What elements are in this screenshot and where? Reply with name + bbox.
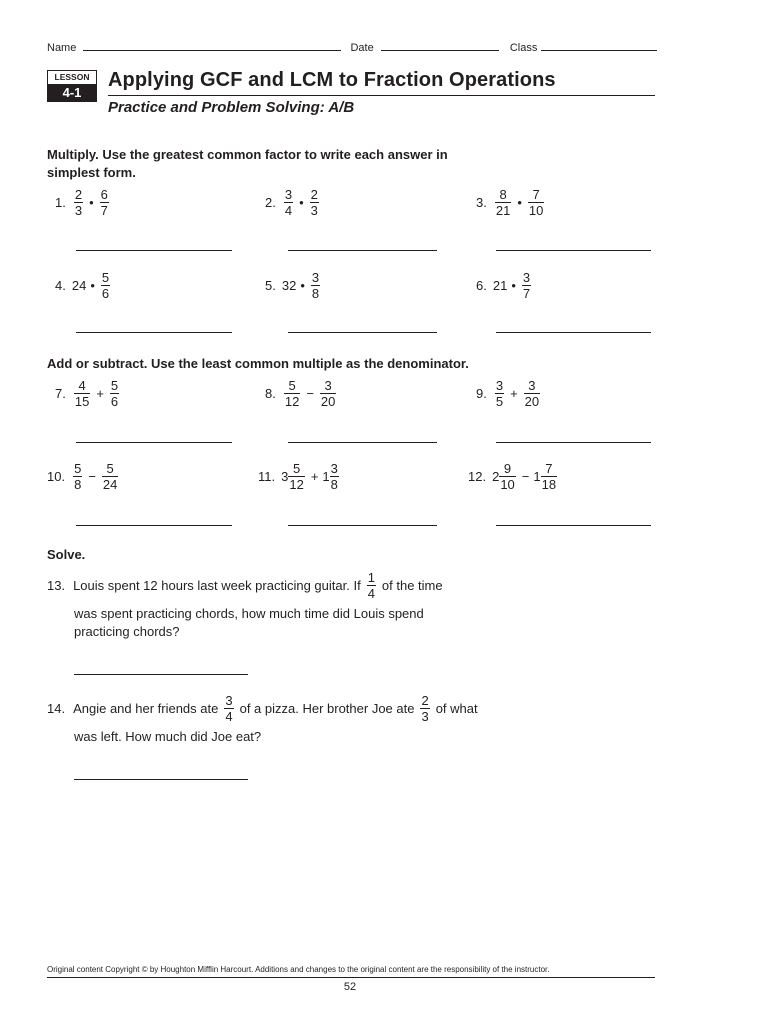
operator: + [96, 386, 104, 401]
name-label: Name [47, 42, 77, 54]
problem-1 [55, 187, 111, 218]
problem-number: 7. [55, 386, 66, 401]
fraction: $\frac{5}{8}$ [74, 461, 82, 492]
whole-number: 3 [281, 469, 289, 484]
fraction: $\frac{3}{5}$ [495, 378, 504, 409]
operator: + [310, 469, 319, 484]
problem-number: 1. [55, 195, 66, 210]
operator: − [521, 469, 530, 484]
problem-13 [47, 570, 443, 601]
lesson-label: LESSON [48, 71, 96, 84]
problem-number: 12. [468, 469, 487, 484]
problem-4 [55, 270, 112, 301]
operator: • [300, 278, 305, 293]
problem-5 [265, 270, 322, 301]
fraction: $\frac{2}{3}$ [74, 187, 83, 218]
lesson-number: 4-1 [48, 84, 96, 101]
problem-number: 5. [265, 278, 276, 293]
answer-line-5[interactable] [288, 331, 437, 333]
operator: • [511, 278, 516, 293]
problem-number: 13. [47, 577, 66, 593]
fraction: $\frac{5}{12}$ [284, 378, 300, 409]
answer-line-14[interactable] [74, 778, 248, 780]
whole-number: 1 [533, 469, 541, 484]
problem-text: of the time [381, 577, 443, 593]
operator: • [517, 195, 522, 210]
page-title: Applying GCF and LCM to Fraction Operations [108, 69, 556, 91]
fraction: $\frac{2}{3}$ [421, 693, 429, 724]
problem-number: 9. [476, 386, 487, 401]
answer-line-2[interactable] [288, 249, 437, 251]
date-label: Date [350, 42, 374, 54]
footer-rule [47, 977, 655, 978]
whole-number: 24 [71, 278, 87, 293]
problem-number: 8. [265, 386, 276, 401]
answer-line-6[interactable] [496, 331, 651, 333]
problem-number: 14. [47, 700, 66, 716]
fraction: $\frac{4}{15}$ [74, 378, 90, 409]
problem-number: 2. [265, 195, 276, 210]
answer-line-10[interactable] [76, 524, 232, 526]
fraction: $\frac{5}{6}$ [110, 378, 119, 409]
fraction: $\frac{3}{8}$ [330, 461, 338, 492]
section2-instruction: Add or subtract. Use the least common multiple as the denominator. [47, 356, 469, 371]
name-input-line[interactable] [83, 40, 341, 51]
class-input-line[interactable] [541, 40, 657, 51]
answer-line-13[interactable] [74, 673, 248, 675]
section3-heading: Solve. [47, 547, 86, 562]
fraction: $\frac{3}{7}$ [522, 270, 531, 301]
section1-instruction [47, 146, 448, 182]
problem-10 [47, 461, 120, 492]
operator: • [299, 195, 304, 210]
fraction: $\frac{5}{12}$ [289, 461, 304, 492]
problem-14-line2: was left. How much did Joe eat? [74, 729, 262, 744]
fraction: $\frac{5}{6}$ [101, 270, 110, 301]
operator: − [88, 469, 96, 484]
answer-line-9[interactable] [496, 441, 651, 443]
fraction: $\frac{2}{3}$ [310, 187, 318, 218]
problem-number: 11. [258, 469, 276, 484]
problem-3 [476, 187, 546, 218]
problem-text: Louis spent 12 hours last week practicing guitar. If [73, 577, 361, 593]
fraction: $\frac{5}{24}$ [102, 461, 118, 492]
operator: − [306, 386, 314, 401]
name-field-row [47, 40, 657, 54]
fraction: $\frac{3}{8}$ [311, 270, 320, 301]
problem-2 [265, 187, 321, 218]
fraction: $\frac{3}{20}$ [320, 378, 336, 409]
page-subtitle: Practice and Problem Solving: A/B [108, 99, 355, 116]
problem-9 [476, 378, 542, 409]
answer-line-1[interactable] [76, 249, 232, 251]
problem-8 [265, 378, 338, 409]
problem-number: 4. [55, 278, 66, 293]
title-rule [108, 95, 655, 96]
problem-text: Angie and her friends ate [73, 700, 219, 716]
fraction: $\frac{9}{10}$ [500, 461, 515, 492]
whole-number: 1 [322, 469, 330, 484]
fraction: $\frac{7}{10}$ [528, 187, 544, 218]
fraction: $\frac{6}{7}$ [100, 187, 108, 218]
problem-14 [47, 693, 478, 724]
operator: • [90, 278, 95, 293]
instruction-line-2: simplest form. [47, 165, 136, 180]
date-input-line[interactable] [381, 40, 499, 51]
operator: + [510, 386, 518, 401]
problem-text: of a pizza. Her brother Joe ate [239, 700, 415, 716]
answer-line-8[interactable] [288, 441, 437, 443]
problem-7 [55, 378, 121, 409]
fraction: $\frac{7}{18}$ [541, 461, 557, 492]
problem-12 [468, 461, 559, 492]
answer-line-11[interactable] [288, 524, 437, 526]
copyright-text: Original content Copyright © by Houghton Mifflin Harcourt. Additions and changes to the original content are the responsibility of the instructor. [47, 965, 550, 974]
problem-text: of what [435, 700, 478, 716]
fraction: $\frac{8}{21}$ [495, 187, 511, 218]
problem-number: 3. [476, 195, 487, 210]
fraction: $\frac{3}{4}$ [225, 693, 233, 724]
answer-line-3[interactable] [496, 249, 651, 251]
instruction-line-1: Multiply. Use the greatest common factor to write each answer in [47, 147, 448, 162]
whole-number: 2 [492, 469, 500, 484]
fraction: $\frac{3}{4}$ [284, 187, 293, 218]
answer-line-4[interactable] [76, 331, 232, 333]
fraction: $\frac{3}{20}$ [524, 378, 540, 409]
whole-number: 32 [281, 278, 297, 293]
problem-6 [476, 270, 533, 301]
operator: • [89, 195, 94, 210]
problem-13-line2: was spent practicing chords, how much time did Louis spend [74, 606, 424, 621]
lesson-badge [47, 70, 97, 102]
answer-line-7[interactable] [76, 441, 232, 443]
problem-11 [258, 461, 341, 492]
problem-number: 10. [47, 469, 66, 484]
whole-number: 21 [492, 278, 508, 293]
fraction: $\frac{1}{4}$ [367, 570, 375, 601]
page-number: 52 [343, 981, 357, 993]
answer-line-12[interactable] [496, 524, 651, 526]
problem-13-line3: practicing chords? [74, 624, 180, 639]
class-label: Class [509, 42, 538, 54]
problem-number: 6. [476, 278, 487, 293]
